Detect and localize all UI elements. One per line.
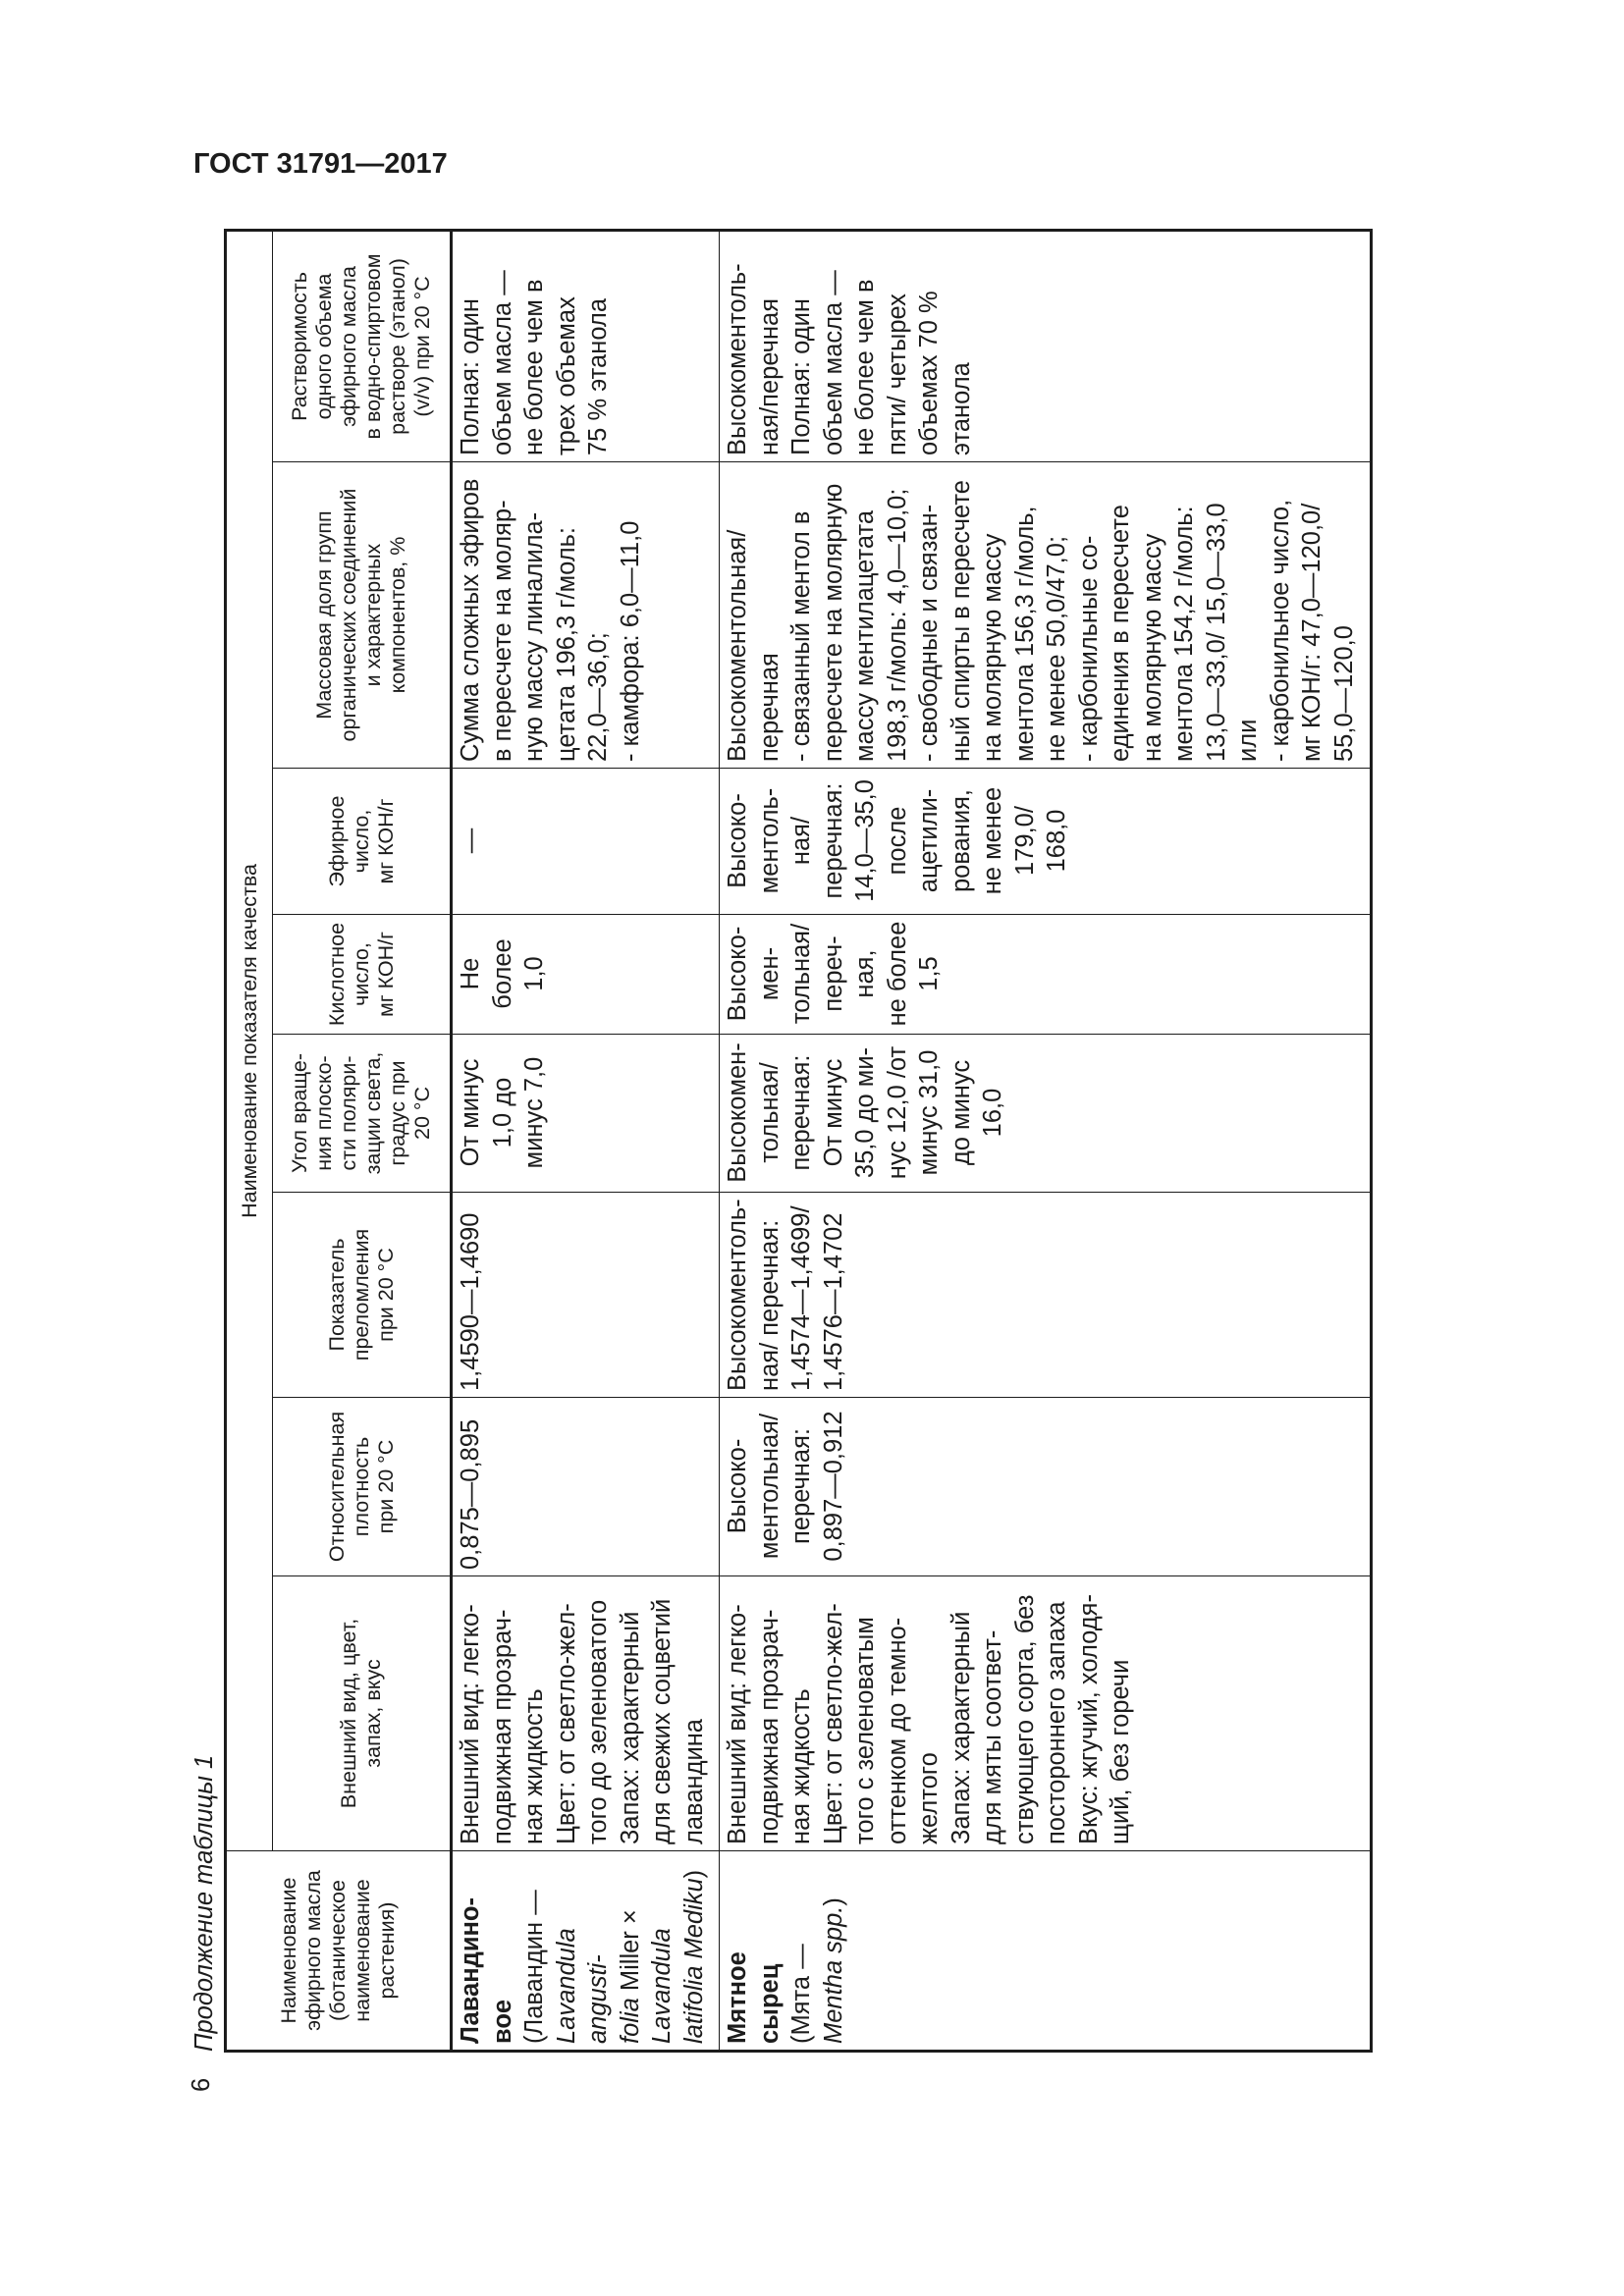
botanical-name-part: Lavandula latifolia Mediku: [648, 1878, 708, 2044]
oil-name: Лавандино- вое: [457, 1897, 516, 2044]
column-header-ester-number: Эфирное число, мг КОН/г: [273, 769, 452, 915]
table-row: [720, 230, 1372, 2051]
column-header-oil-name: Наименование эфирного масла (ботаническое наименование растения): [226, 1851, 452, 2052]
table-header-row: [273, 230, 452, 2051]
column-header-composition: Массовая доля групп органических соединений и характерных компонентов, %: [273, 462, 452, 769]
ester-number-cell: —: [452, 769, 720, 915]
botanical-name: [518, 1856, 710, 2044]
appearance-cell: Внешний вид: легко- подвижная прозрач- ная жидкость Цвет: от светло-жел- того до зеленоватого Запах: характерный для свежих соцветий лавандина: [452, 1576, 720, 1851]
solubility-cell: Высокоментоль- ная/перечная Полная: один объем масла — не более чем в пяти/ четырех объемах 70 % этанола: [720, 230, 1372, 461]
botanical-name-part: ): [819, 1897, 847, 1906]
column-header-density: Относительная плотность при 20 °C: [273, 1398, 452, 1576]
composition-cell: Высокоментольная/ перечная - связанный ментол в пересчете на молярную массу ментилацетата 198,3 г/моль: 4,0—10,0; - свободные и связан- ный спирты в пересчете на молярную массу ментола 156,3 г/моль, не менее 50,0/47,0; - карбонильные со- единения в пересчете на молярную массу ментола 154,2 г/моль: 13,0—33,0/ 15,0—33,0 или - карбонильное число, мг КОН/г: 47,0—120,0/ 55,0—120,0: [720, 462, 1372, 769]
table-continuation-caption: Продолжение таблицы 1: [190, 1754, 218, 2052]
appearance-cell: Внешний вид: легко- подвижная прозрач- ная жидкость Цвет: от светло-жел- того с зеленоватым оттенком до темно- желтого Запах: характерный для мяты соответ- ствующего сорта, без постороннего запаха Вкус: жгучий, холодя- щий, без горечи: [720, 1576, 1372, 1851]
quality-table-container: [224, 232, 1370, 2053]
botanical-name-part: Mentha spp.: [819, 1905, 847, 2044]
table-header-row: [226, 230, 273, 2051]
oil-name-cell: [720, 1851, 1372, 2052]
botanical-name-part: (Мята —: [787, 1944, 815, 2044]
botanical-name-part: Miller ×: [616, 1909, 644, 1992]
refractive-index-cell: 1,4590—1,4690: [452, 1193, 720, 1398]
column-group-header-quality-indicators: Наименование показателя качества: [226, 230, 273, 1850]
solubility-cell: Полная: один объем масла — не более чем в трех объемах 75 % этанола: [452, 230, 720, 461]
oil-name: Мятное сырец: [724, 1951, 784, 2044]
composition-cell: Сумма сложных эфиров в пересчете на моляр- ную массу линалила- цетата 196,3 г/моль: 22,0—36,0; - камфора: 6,0—11,0: [452, 462, 720, 769]
column-header-solubility: Растворимость одного объема эфирного масла в водно-спиртовом растворе (этанол) (v/v) при 20 °C: [273, 230, 452, 461]
column-header-optical-rotation: Угол враще- ния плоско- сти поляри- зации света, градус при 20 °C: [273, 1035, 452, 1193]
refractive-index-cell: Высокоментоль- ная/ перечная: 1,4574—1,4699/ 1,4576—1,4702: [720, 1193, 1372, 1398]
botanical-name-part: (Лавандин —: [520, 1890, 548, 2044]
standard-designation: ГОСТ 31791—2017: [193, 148, 448, 180]
quality-indicators-table: [224, 229, 1373, 2053]
acid-number-cell: Высоко- мен- тольная/ переч- ная, не более 1,5: [720, 915, 1372, 1035]
oil-name-cell: [452, 1851, 720, 2052]
column-header-appearance: Внешний вид, цвет, запах, вкус: [273, 1576, 452, 1851]
page-number: 6: [188, 2077, 215, 2092]
acid-number-cell: Не более 1,0: [452, 915, 720, 1035]
botanical-name-part: ): [679, 1869, 708, 1879]
column-header-refractive-index: Показатель преломления при 20 °C: [273, 1193, 452, 1398]
botanical-name-part: Lavandula angusti- folia: [552, 1928, 644, 2044]
column-header-acid-number: Кислотное число, мг КОН/г: [273, 915, 452, 1035]
density-cell: Высоко- ментольная/ перечная: 0,897—0,912: [720, 1398, 1372, 1576]
ester-number-cell: Высоко- ментоль- ная/ перечная: 14,0—35,0 после ацетили- рования, не менее 179,0/ 168,0: [720, 769, 1372, 915]
optical-rotation-cell: Высокомен- тольная/ перечная: От минус 35,0 до ми- нус 12,0 /от минус 31,0 до минус 16,0: [720, 1035, 1372, 1193]
density-cell: 0,875—0,895: [452, 1398, 720, 1576]
table-row: [452, 230, 720, 2051]
optical-rotation-cell: От минус 1,0 до минус 7,0: [452, 1035, 720, 1193]
botanical-name: [785, 1856, 849, 2044]
